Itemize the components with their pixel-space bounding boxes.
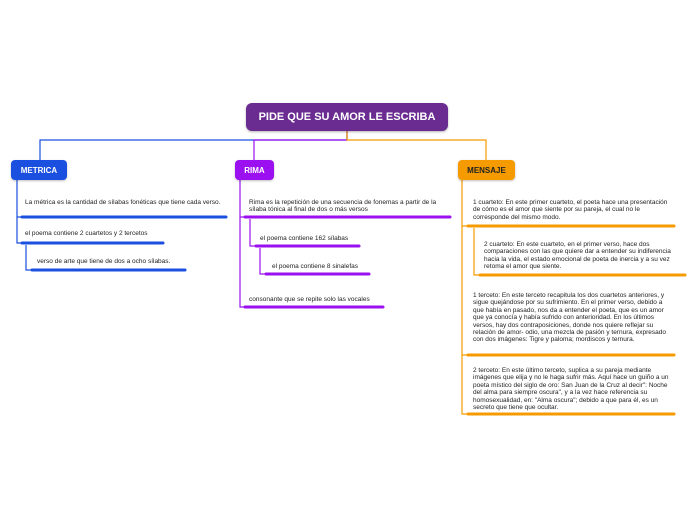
mensaje-item[interactable]: 1 terceto: En este terceto recapitula los dos cuartetos anteriores, y sigue quejándose por su sufrimiento. En el primer verso, debido a que había en pasado, nos da a entender el poeta, que es un amor que ya conocía y había sufrido con anterioridad. En los últimos versos, hay dos contraposiciones, donde nos quiere reflejar su relación de amor- odio, una mezcla de pasión y ternura, expresado con dos imágenes: Tigre y paloma; mordiscos y ternura. bbox=[473, 292, 666, 344]
topic-metrica[interactable]: METRICA bbox=[11, 160, 67, 180]
metrica-item[interactable]: el poema contiene 2 cuartetos y 2 tercetos bbox=[25, 230, 148, 237]
mensaje-item[interactable]: 2 terceto: En este último terceto, suplica a su pareja mediante imágenes que elija y no le haga sufrir más. Aquí hace un guiño a un poeta místico del siglo de oro: San Juan de la Cruz al decir": Noche del alma para siempre oscura", y a la vez hace referencia su homosexualidad, en: "Alma oscura"; debido a que para él, es un secreto que tiene que ocultar. bbox=[473, 367, 669, 412]
metrica-item[interactable]: La métrica es la cantidad de sílabas fonéticas que tiene cada verso. bbox=[25, 199, 221, 206]
topic-rima[interactable]: RIMA bbox=[235, 160, 274, 180]
central-topic[interactable]: PIDE QUE SU AMOR LE ESCRIBA bbox=[246, 103, 448, 131]
rima-item[interactable]: consonante que se repite solo las vocales bbox=[249, 296, 370, 303]
mensaje-item[interactable]: 2 cuarteto: En este cuarteto, en el primer verso, hace dos comparaciones con las que quiere dar a entender su indiferencia hacia la vida, el estado emocional de poeta de inercia y a su vez retoma el amor que siente. bbox=[484, 241, 671, 271]
rima-item[interactable]: Rima es la repetición de una secuencia de fonemas a partir de la sílaba tónica al final de dos o más versos bbox=[249, 199, 437, 214]
metrica-item[interactable]: verso de arte que tiene de dos a ocho sílabas. bbox=[37, 258, 171, 265]
rima-item[interactable]: el poema contiene 162 sílabas bbox=[260, 235, 349, 242]
topic-mensaje[interactable]: MENSAJE bbox=[458, 160, 515, 180]
mensaje-item[interactable]: 1 cuarteto: En este primer cuarteto, el poeta hace una presentación de cómo es el amor que siente por su pareja, el cual no le corresponde del mismo modo. bbox=[473, 199, 668, 221]
rima-item[interactable]: el poema contiene 8 sinalefas bbox=[272, 263, 359, 270]
